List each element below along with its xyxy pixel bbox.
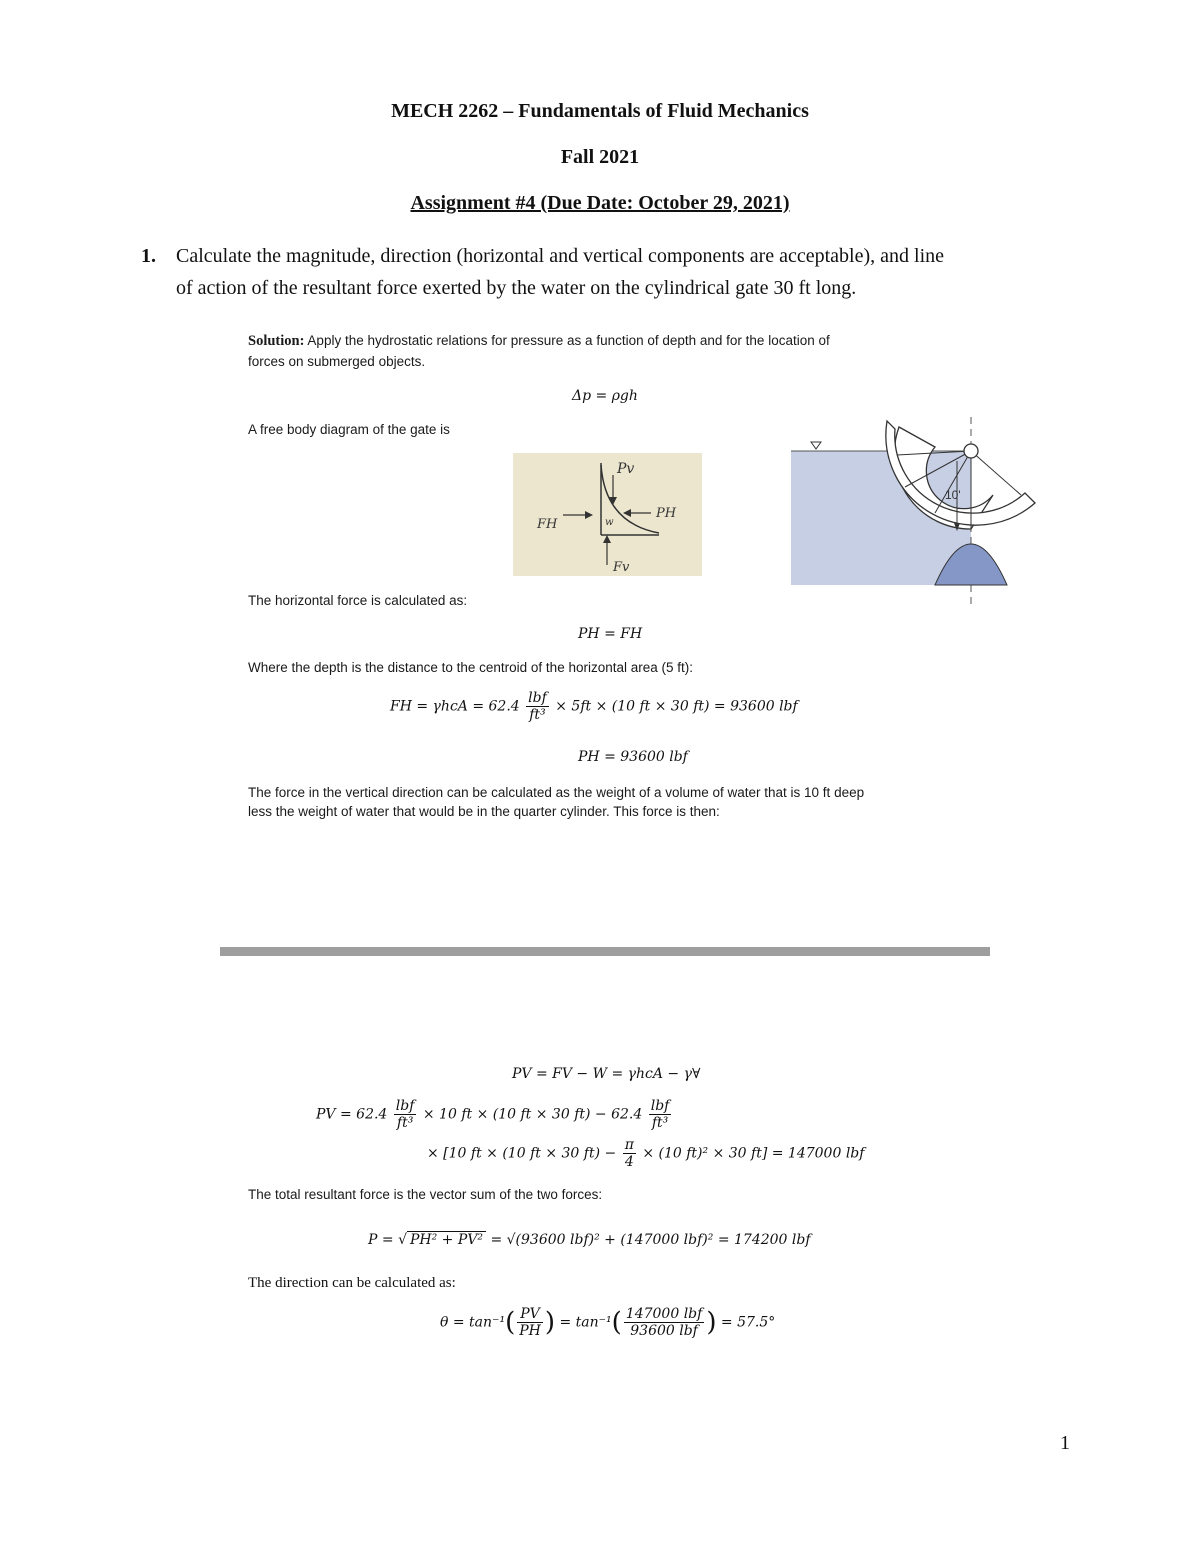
eq-p-left: P = xyxy=(368,1232,394,1248)
vertical-text-line-2: less the weight of water that would be in the quarter cylinder. This force is then: xyxy=(248,804,720,819)
eq-ph-value: PH = 93600 lbf xyxy=(578,749,688,765)
depth-text: Where the depth is the distance to the centroid of the horizontal area (5 ft): xyxy=(248,660,694,675)
eq-pv-unit-num-2: lbf xyxy=(650,1098,670,1114)
gate-diagram xyxy=(785,395,1045,615)
eq-p-right: = √(93600 lbf)² + (147000 lbf)² = 174200 lbf xyxy=(490,1232,811,1248)
gate-strut-4 xyxy=(971,451,1021,495)
eq-pv-unit-fraction-2 xyxy=(649,1098,672,1131)
eq-theta-ph: PH xyxy=(519,1323,541,1339)
solution-intro xyxy=(248,333,830,350)
eq-resultant xyxy=(368,1232,811,1248)
eq-ph-equals-fh: PH = FH xyxy=(578,626,643,642)
eq-theta-pv: PV xyxy=(517,1306,543,1323)
free-body-diagram xyxy=(513,453,702,576)
eq-pv-definition: PV = FV − W = γhcA − γ∀ xyxy=(512,1066,701,1082)
fbd-label-w: w xyxy=(605,517,614,528)
eq-fh-unit-den: ft³ xyxy=(529,707,546,723)
paren-close-2: ) xyxy=(706,1307,717,1338)
eq-fh-unit-fraction xyxy=(526,690,549,723)
fbd-text: A free body diagram of the gate is xyxy=(248,422,450,437)
fbd-label-pv: Pv xyxy=(617,461,635,477)
solution-label: Solution: xyxy=(248,333,305,349)
page-number: 1 xyxy=(1060,1432,1070,1454)
paren-close-1: ) xyxy=(544,1307,556,1338)
paren-open-2: ( xyxy=(611,1307,622,1338)
eq-fh-unit-num: lbf xyxy=(528,690,547,706)
fbd-label-ph: PH xyxy=(656,506,677,521)
vertical-text-line-1: The force in the vertical direction can be calculated as the weight of a volume of water that is 10 ft deep xyxy=(248,785,865,800)
gate-diagram-svg xyxy=(785,395,1045,615)
eq-pv-line-1 xyxy=(316,1098,673,1131)
fbd-label-fh: FH xyxy=(537,517,558,532)
eq-theta-value-fraction xyxy=(624,1306,705,1339)
question-line-2: of action of the resultant force exerted by the water on the cylindrical gate 30 ft long. xyxy=(176,277,857,299)
section-divider xyxy=(220,947,990,956)
eq-pv-unit-fraction-1 xyxy=(394,1098,417,1131)
eq-theta-c: = 57.5° xyxy=(720,1314,776,1331)
course-title: MECH 2262 – Fundamentals of Fluid Mechanics xyxy=(391,100,809,122)
eq-theta-a: θ = tan⁻¹ xyxy=(440,1314,506,1331)
solution-intro-line-1: Apply the hydrostatic relations for pressure as a function of depth and for the location of xyxy=(304,333,830,348)
eq-pressure: Δp = ρgh xyxy=(572,388,638,404)
term: Fall 2021 xyxy=(560,146,640,168)
eq-theta xyxy=(440,1306,775,1339)
direction-text: The direction can be calculated as: xyxy=(248,1275,456,1291)
question-line-1: Calculate the magnitude, direction (horizontal and vertical components are acceptable), and line xyxy=(176,245,945,267)
paren-open-1: ( xyxy=(505,1307,516,1338)
eq-pv-c2: × (10 ft)² × 30 ft] = 147000 lbf xyxy=(642,1145,865,1162)
assignment-title-text: Assignment #4 (Due Date: October 29, 2021) xyxy=(410,192,790,214)
question-number: 1. xyxy=(141,245,156,267)
horizontal-force-text: The horizontal force is calculated as: xyxy=(248,593,468,608)
eq-theta-den: 93600 lbf xyxy=(630,1323,698,1339)
gate-pivot xyxy=(964,444,978,458)
eq-pv-c1: × [10 ft × (10 ft × 30 ft) − xyxy=(427,1145,617,1162)
eq-p-root: PH² + PV² xyxy=(407,1231,486,1248)
gate-angle-label: 10' xyxy=(945,488,961,502)
eq-theta-num: 147000 lbf xyxy=(625,1306,703,1322)
solution-intro-line-2: forces on submerged objects. xyxy=(248,354,426,369)
eq-fh xyxy=(390,690,798,723)
eq-pv-line-2 xyxy=(427,1137,864,1170)
free-surface-symbol xyxy=(811,442,821,449)
eq-pv-b: × 10 ft × (10 ft × 30 ft) − 62.4 xyxy=(422,1106,643,1123)
eq-pv-unit-den-1: ft³ xyxy=(396,1115,414,1131)
eq-fh-right: × 5ft × (10 ft × 30 ft) = 93600 lbf xyxy=(555,698,798,715)
eq-pi-num: π xyxy=(624,1137,634,1153)
eq-pi-den: 4 xyxy=(624,1154,634,1170)
free-body-diagram-svg xyxy=(513,453,702,576)
eq-pv-unit-den-2: ft³ xyxy=(651,1115,669,1131)
sqrt-sign: √ xyxy=(398,1232,407,1248)
eq-theta-b: = tan⁻¹ xyxy=(559,1314,612,1331)
eq-fh-left: FH = γhcA = 62.4 xyxy=(390,698,520,715)
eq-pi-fraction xyxy=(623,1137,636,1170)
assignment-title xyxy=(0,192,1200,215)
eq-pv-a: PV = 62.4 xyxy=(316,1106,388,1123)
eq-theta-ratio xyxy=(517,1306,543,1339)
eq-pv-unit-num-1: lbf xyxy=(395,1098,415,1114)
fbd-label-fv: Fv xyxy=(613,560,630,575)
resultant-text: The total resultant force is the vector sum of the two forces: xyxy=(248,1187,603,1202)
